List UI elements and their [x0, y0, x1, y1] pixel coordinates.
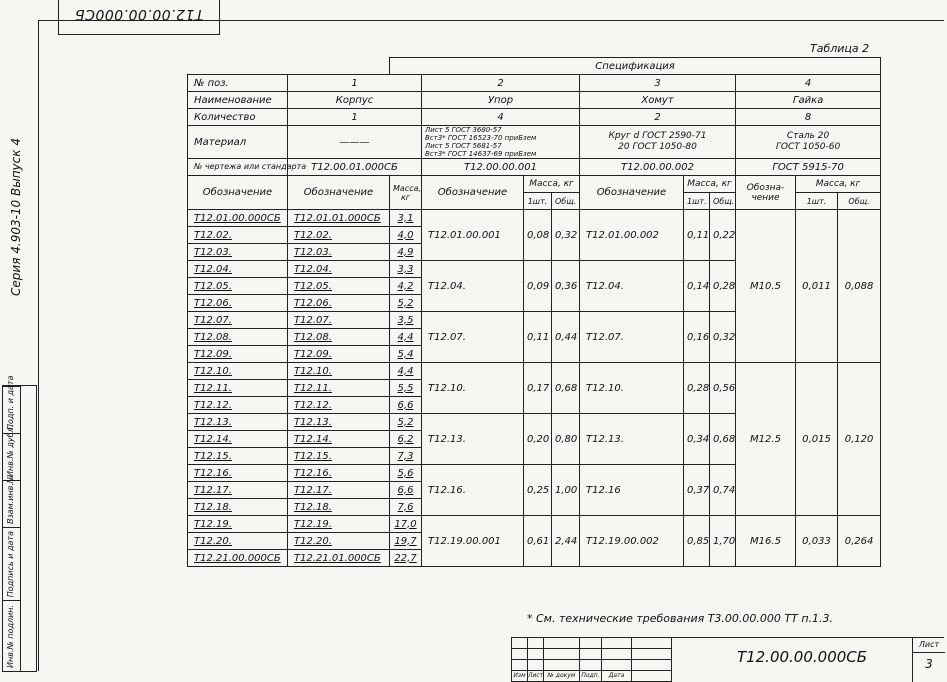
mat-1: ———: [288, 126, 422, 159]
cell-clamp-mass-total: 0,32: [710, 312, 736, 363]
cell-body-designation: Т12.16.: [288, 465, 390, 482]
title-block-cell: [602, 638, 632, 649]
cell-body-mass: 3,3: [390, 261, 422, 278]
cell-designation: Т12.18.: [188, 499, 288, 516]
cell-designation: Т12.07.: [188, 312, 288, 329]
mat-4-line: Сталь 20: [786, 131, 830, 141]
cell-stop-mass-total: 0,36: [552, 261, 580, 312]
title-block-cell: [580, 649, 602, 660]
cell-body-mass: 3,1: [390, 210, 422, 227]
hdr-designation-2: Обозначение: [422, 176, 524, 210]
title-block-cell: [580, 660, 602, 671]
cell-stop-mass-total: 2,44: [552, 516, 580, 567]
cell-designation: Т12.15.: [188, 448, 288, 465]
cell-designation: Т12.11.: [188, 380, 288, 397]
cell-stop-designation: Т12.10.: [422, 363, 524, 414]
cell-designation: Т12.12.: [188, 397, 288, 414]
cell-designation: Т12.03.: [188, 244, 288, 261]
spec-title: Спецификация: [390, 58, 881, 75]
mat-2-line: Вст3* ГОСТ 16523-70 приБзем: [425, 134, 537, 142]
mat-2: [422, 126, 580, 159]
cell-body-designation: Т12.02.: [288, 227, 390, 244]
cell-body-designation: Т12.20.: [288, 533, 390, 550]
side-series-label: Серия 4.903-10 Выпуск 4: [9, 138, 23, 296]
cell-stop-designation: Т12.04.: [422, 261, 524, 312]
mat-2-line: Вст3* ГОСТ 14637-69 приБзем: [425, 150, 537, 158]
cell-nut-mass-total: 0,088: [838, 210, 881, 363]
cell-designation: Т12.20.: [188, 533, 288, 550]
cell-designation: Т12.06.: [188, 295, 288, 312]
top-code-box: [58, 0, 220, 35]
title-block-cell: [528, 649, 544, 660]
top-doc-code: Т12.00.00.000СБ: [74, 6, 204, 22]
hdr-one-4: 1шт.: [796, 193, 838, 210]
cell-nut-designation: М12.5: [736, 363, 796, 516]
pos-4: 4: [736, 75, 881, 92]
cell-body-designation: Т12.18.: [288, 499, 390, 516]
pos-1: 1: [288, 75, 422, 92]
cell-nut-mass-one: 0,015: [796, 363, 838, 516]
cell-body-designation: Т12.17.: [288, 482, 390, 499]
cell-designation: Т12.10.: [188, 363, 288, 380]
cell-stop-designation: Т12.01.00.001: [422, 210, 524, 261]
title-block-cell: [544, 660, 580, 671]
mat-3-line: 20 ГОСТ 1050-80: [618, 142, 697, 152]
side-stamp-cell: Инв.№ подлин.: [3, 600, 20, 671]
specification-table: [187, 57, 881, 567]
table-label: Таблица 2: [810, 42, 870, 55]
cell-stop-mass-one: 0,61: [524, 516, 552, 567]
cell-clamp-mass-one: 0,85: [684, 516, 710, 567]
cell-designation: Т12.21.00.000СБ: [188, 550, 288, 567]
hdr-one-3: 1шт.: [684, 193, 710, 210]
row-mat-label: Материал: [188, 126, 288, 159]
sheet-label: Лист: [913, 638, 945, 653]
cell-designation: Т12.01.00.000СБ: [188, 210, 288, 227]
hdr-mass-4: Масса, кг: [796, 176, 881, 193]
cell-body-mass: 4,4: [390, 329, 422, 346]
hdr-designation-3: Обозначение: [580, 176, 684, 210]
cell-designation: Т12.05.: [188, 278, 288, 295]
cell-clamp-mass-total: 0,68: [710, 414, 736, 465]
cell-body-mass: 5,4: [390, 346, 422, 363]
mat-3: [580, 126, 736, 159]
cell-clamp-designation: Т12.04.: [580, 261, 684, 312]
title-block-cell: [632, 660, 672, 671]
cell-clamp-designation: Т12.01.00.002: [580, 210, 684, 261]
cell-stop-mass-one: 0,09: [524, 261, 552, 312]
hdr-one-2: 1шт.: [524, 193, 552, 210]
cell-nut-mass-total: 0,120: [838, 363, 881, 516]
mat-2-line: Лист 5 ГОСТ 5681-57: [425, 142, 502, 150]
cell-stop-designation: Т12.19.00.001: [422, 516, 524, 567]
cell-body-designation: Т12.12.: [288, 397, 390, 414]
cell-body-mass: 5,2: [390, 414, 422, 431]
hdr-mass-3: Масса, кг: [684, 176, 736, 193]
cell-body-designation: Т12.19.: [288, 516, 390, 533]
cell-nut-mass-total: 0,264: [838, 516, 881, 567]
cell-designation: Т12.19.: [188, 516, 288, 533]
cell-body-mass: 4,4: [390, 363, 422, 380]
cell-stop-mass-total: 0,44: [552, 312, 580, 363]
qty-2: 4: [422, 109, 580, 126]
title-block-sheet: [912, 638, 945, 682]
cell-stop-mass-one: 0,20: [524, 414, 552, 465]
sheet-number: 3: [925, 657, 933, 671]
name-2: Упор: [422, 92, 580, 109]
mat-4-line: ГОСТ 1050-60: [775, 142, 841, 152]
cell-clamp-mass-one: 0,14: [684, 261, 710, 312]
hdr-designation-1: Обозначение: [288, 176, 390, 210]
cell-body-mass: 4,0: [390, 227, 422, 244]
cell-designation: Т12.02.: [188, 227, 288, 244]
row-std-label: № чертежа или стандарта: [188, 159, 288, 176]
cell-body-mass: 5,5: [390, 380, 422, 397]
cell-stop-mass-total: 0,32: [552, 210, 580, 261]
cell-stop-mass-one: 0,08: [524, 210, 552, 261]
hdr-total-4: Общ.: [838, 193, 881, 210]
cell-stop-mass-one: 0,25: [524, 465, 552, 516]
cell-body-designation: Т12.01.01.000СБ: [288, 210, 390, 227]
cell-body-mass: 7,6: [390, 499, 422, 516]
title-block-cell: [528, 638, 544, 649]
side-stamp-cell: Инв.№ дубл.: [3, 433, 20, 480]
title-block-cell: [512, 649, 528, 660]
cell-body-mass: 4,9: [390, 244, 422, 261]
cell-clamp-mass-total: 0,56: [710, 363, 736, 414]
cell-nut-mass-one: 0,033: [796, 516, 838, 567]
side-stamp-cell: Взам.инв.№: [3, 480, 20, 527]
cell-clamp-mass-total: 1,70: [710, 516, 736, 567]
cell-designation: Т12.04.: [188, 261, 288, 278]
title-block-grid: [512, 638, 672, 682]
table-row: [188, 210, 881, 227]
cell-clamp-mass-total: 0,22: [710, 210, 736, 261]
qty-4: 8: [736, 109, 881, 126]
cell-clamp-mass-one: 0,11: [684, 210, 710, 261]
cell-nut-mass-one: 0,011: [796, 210, 838, 363]
cell-body-mass: 5,2: [390, 295, 422, 312]
hdr-total-3: Общ.: [710, 193, 736, 210]
hdr-mass-1: Масса, кг: [390, 176, 422, 210]
title-block-cell: Изм: [512, 671, 528, 682]
title-block-cell: [544, 638, 580, 649]
cell-body-designation: Т12.05.: [288, 278, 390, 295]
cell-stop-mass-total: 0,80: [552, 414, 580, 465]
cell-designation: Т12.16.: [188, 465, 288, 482]
title-block-cell: [632, 638, 672, 649]
cell-designation: Т12.08.: [188, 329, 288, 346]
title-block-cell: [602, 660, 632, 671]
cell-clamp-mass-total: 0,28: [710, 261, 736, 312]
title-block-cell: [512, 660, 528, 671]
hdr-mass-2: Масса, кг: [524, 176, 580, 193]
cell-stop-designation: Т12.13.: [422, 414, 524, 465]
title-block-cell: [632, 671, 672, 682]
cell-clamp-mass-one: 0,28: [684, 363, 710, 414]
std-4: ГОСТ 5915-70: [736, 159, 881, 176]
cell-body-designation: Т12.10.: [288, 363, 390, 380]
cell-body-mass: 4,2: [390, 278, 422, 295]
cell-designation: Т12.17.: [188, 482, 288, 499]
cell-clamp-mass-total: 0,74: [710, 465, 736, 516]
table-row: [188, 516, 881, 533]
cell-designation: Т12.13.: [188, 414, 288, 431]
title-block-cell: [632, 649, 672, 660]
row-name-label: Наименование: [188, 92, 288, 109]
qty-1: 1: [288, 109, 422, 126]
pos-3: 3: [580, 75, 736, 92]
cell-body-designation: Т12.21.01.000СБ: [288, 550, 390, 567]
cell-nut-designation: М10.5: [736, 210, 796, 363]
cell-body-mass: 19,7: [390, 533, 422, 550]
title-block-cell: Лист: [528, 671, 544, 682]
title-block: [511, 637, 944, 682]
cell-stop-designation: Т12.16.: [422, 465, 524, 516]
title-block-cell: Подп.: [580, 671, 602, 682]
pos-2: 2: [422, 75, 580, 92]
side-stamp-cell: Подп. и дата: [3, 386, 20, 433]
mat-2-line: Лист 5 ГОСТ 3680-57: [425, 126, 502, 134]
std-2: Т12.00.00.001: [422, 159, 580, 176]
title-block-cell: [528, 660, 544, 671]
title-block-cell: [580, 638, 602, 649]
title-block-cell: Дата: [602, 671, 632, 682]
table-row: [188, 363, 881, 380]
hdr-designation-4: Обозна-чение: [736, 176, 796, 210]
cell-body-mass: 3,5: [390, 312, 422, 329]
name-4: Гайка: [736, 92, 881, 109]
cell-clamp-mass-one: 0,37: [684, 465, 710, 516]
mat-3-line: Круг d ГОСТ 2590-71: [608, 131, 707, 141]
cell-body-designation: Т12.11.: [288, 380, 390, 397]
cell-body-mass: 22,7: [390, 550, 422, 567]
cell-designation: Т12.14.: [188, 431, 288, 448]
cell-body-designation: Т12.04.: [288, 261, 390, 278]
title-block-cell: [512, 638, 528, 649]
cell-stop-mass-total: 1,00: [552, 465, 580, 516]
cell-body-mass: 6,6: [390, 482, 422, 499]
row-pos-label: № поз.: [188, 75, 288, 92]
side-stamp-column: [19, 385, 37, 672]
mat-4: [736, 126, 881, 159]
cell-clamp-designation: Т12.10.: [580, 363, 684, 414]
cell-stop-mass-total: 0,68: [552, 363, 580, 414]
cell-clamp-designation: Т12.07.: [580, 312, 684, 363]
technical-note: * См. технические требования Т3.00.00.000 ТТ п.1.3.: [527, 612, 834, 625]
cell-body-mass: 5,6: [390, 465, 422, 482]
title-block-cell: № докум: [544, 671, 580, 682]
cell-designation: Т12.09.: [188, 346, 288, 363]
side-stamp-cell: Подпись и дата: [3, 527, 20, 600]
cell-body-designation: Т12.03.: [288, 244, 390, 261]
title-block-cell: [602, 649, 632, 660]
cell-body-designation: Т12.09.: [288, 346, 390, 363]
cell-body-mass: 17,0: [390, 516, 422, 533]
std-1: Т12.00.01.000СБ: [288, 159, 422, 176]
cell-body-mass: 6,2: [390, 431, 422, 448]
cell-nut-designation: М16.5: [736, 516, 796, 567]
cell-clamp-designation: Т12.16: [580, 465, 684, 516]
cell-body-mass: 6,6: [390, 397, 422, 414]
cell-stop-mass-one: 0,17: [524, 363, 552, 414]
std-3: Т12.00.00.002: [580, 159, 736, 176]
row-qty-label: Количество: [188, 109, 288, 126]
qty-3: 2: [580, 109, 736, 126]
cell-stop-mass-one: 0,11: [524, 312, 552, 363]
cell-stop-designation: Т12.07.: [422, 312, 524, 363]
cell-body-mass: 7,3: [390, 448, 422, 465]
hdr-designation: Обозначение: [188, 176, 288, 210]
cell-clamp-designation: Т12.13.: [580, 414, 684, 465]
cell-body-designation: Т12.06.: [288, 295, 390, 312]
name-3: Хомут: [580, 92, 736, 109]
title-block-cell: [544, 649, 580, 660]
cell-body-designation: Т12.15.: [288, 448, 390, 465]
cell-body-designation: Т12.14.: [288, 431, 390, 448]
cell-clamp-designation: Т12.19.00.002: [580, 516, 684, 567]
title-block-code: Т12.00.00.000СБ: [736, 648, 868, 666]
cell-clamp-mass-one: 0,16: [684, 312, 710, 363]
cell-body-designation: Т12.07.: [288, 312, 390, 329]
name-1: Корпус: [288, 92, 422, 109]
cell-body-designation: Т12.08.: [288, 329, 390, 346]
cell-body-designation: Т12.13.: [288, 414, 390, 431]
cell-clamp-mass-one: 0,34: [684, 414, 710, 465]
hdr-total-2: Общ.: [552, 193, 580, 210]
